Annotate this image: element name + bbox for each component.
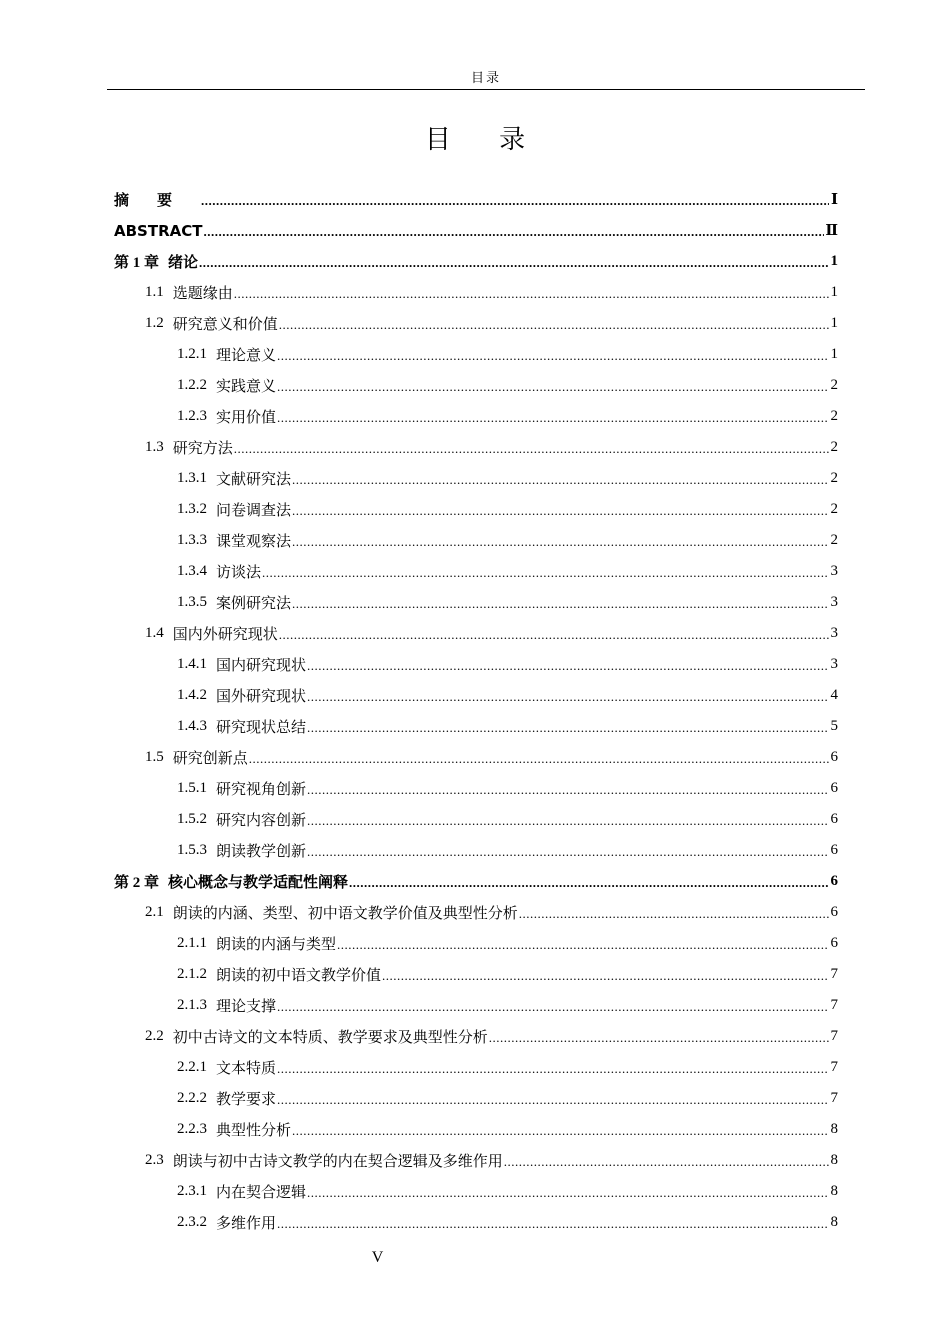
toc-entry-label (145, 1150, 503, 1171)
toc-entry[interactable] (114, 463, 838, 494)
toc-entry-number: 2.1.3 (177, 997, 207, 1013)
toc-entry-title: 问卷调查法 (216, 501, 292, 519)
toc-entry-label (145, 282, 233, 303)
toc-entry-label (145, 1026, 488, 1047)
toc-entry-title: 初中古诗文的文本特质、教学要求及典型性分析 (172, 1028, 488, 1046)
toc-entry-label (145, 902, 518, 923)
toc-entry-label (177, 809, 306, 830)
dot-leader (277, 1092, 829, 1107)
toc-entry[interactable] (114, 277, 838, 308)
toc-entry-number: 1.2 (145, 315, 164, 331)
toc-entry-title: 文献研究法 (216, 470, 292, 488)
toc-entry-number: 2.2.3 (177, 1121, 207, 1137)
toc-entry-title: 研究方法 (172, 439, 233, 457)
toc-entry-label (177, 530, 291, 551)
toc-entry-page: 7 (830, 997, 838, 1013)
toc-entry-number: 1.4.1 (177, 656, 207, 672)
toc-entry-title: 理论意义 (216, 346, 277, 364)
dot-leader (277, 999, 829, 1014)
toc-entry[interactable] (114, 1145, 838, 1176)
dot-leader (307, 1185, 829, 1200)
toc-entry-label (177, 499, 291, 520)
toc-entry[interactable] (114, 370, 838, 401)
dot-leader (504, 1154, 829, 1169)
toc-entry-title: 研究创新点 (172, 749, 248, 767)
toc-entry-page: 3 (830, 563, 838, 579)
toc-entry-title: 理论支撑 (216, 997, 277, 1015)
toc-entry-page: 5 (830, 718, 838, 734)
dot-leader (234, 441, 829, 456)
toc-entry[interactable] (114, 835, 838, 866)
toc-entry-page: 6 (830, 811, 838, 827)
dot-leader (519, 906, 829, 921)
toc-entry-label (177, 1057, 276, 1078)
dot-leader (292, 503, 829, 518)
toc-entry-title: 选题缘由 (172, 284, 233, 302)
toc-entry-number: 1.3.2 (177, 501, 207, 517)
toc-entry-label (177, 1119, 291, 1140)
dot-leader (307, 689, 829, 704)
toc-entry[interactable] (114, 246, 838, 277)
toc-entry-label (177, 375, 276, 396)
toc-entry-page: 6 (830, 842, 838, 858)
toc-entry-page: 8 (830, 1152, 838, 1168)
toc-entry-label (145, 437, 233, 458)
toc-entry-page: 2 (830, 470, 838, 486)
toc-entry-number: 1.3.1 (177, 470, 207, 486)
toc-entry-label (145, 747, 248, 768)
toc-entry-number: 1.2.1 (177, 346, 207, 362)
toc-entry-number: 1.2.3 (177, 408, 207, 424)
dot-leader (307, 720, 829, 735)
toc-entry[interactable] (114, 773, 838, 804)
toc-entry[interactable] (114, 742, 838, 773)
toc-entry-page: 8 (830, 1183, 838, 1199)
toc-entry-number: 1.5.1 (177, 780, 207, 796)
toc-entry-number: 1.3.3 (177, 532, 207, 548)
toc-entry-title: ABSTRACT (114, 221, 203, 240)
table-of-contents (114, 184, 838, 1238)
dot-leader (349, 875, 829, 890)
toc-entry[interactable] (114, 556, 838, 587)
dot-leader (199, 255, 829, 270)
toc-entry-page: 8 (830, 1214, 838, 1230)
toc-entry[interactable] (114, 804, 838, 835)
toc-entry-number: 1.3.4 (177, 563, 207, 579)
toc-entry[interactable] (114, 618, 838, 649)
toc-entry-title: 国内研究现状 (216, 656, 307, 674)
toc-entry[interactable] (114, 587, 838, 618)
dot-leader (489, 1030, 829, 1045)
toc-entry-title: 课堂观察法 (216, 532, 292, 550)
running-header: 目录 (107, 70, 865, 90)
toc-entry-title: 研究内容创新 (216, 811, 307, 829)
toc-entry-title: 访谈法 (216, 563, 262, 581)
dot-leader (201, 193, 829, 208)
toc-entry[interactable] (114, 866, 838, 897)
dot-leader (292, 596, 829, 611)
toc-entry-page: 6 (830, 749, 838, 765)
toc-entry[interactable] (114, 959, 838, 990)
toc-entry-title: 核心概念与教学适配性阐释 (168, 873, 349, 891)
toc-entry-page: 3 (830, 594, 838, 610)
toc-entry-label (177, 561, 261, 582)
toc-entry[interactable] (114, 1083, 838, 1114)
toc-entry-label (114, 189, 200, 210)
dot-leader (279, 627, 829, 642)
toc-entry-label (177, 840, 306, 861)
dot-leader (382, 968, 829, 983)
dot-leader (292, 1123, 829, 1138)
toc-entry-page: 7 (830, 1059, 838, 1075)
toc-entry-page: 2 (830, 501, 838, 517)
toc-entry-label (114, 251, 198, 272)
toc-entry-title: 国外研究现状 (216, 687, 307, 705)
toc-entry-page: 1 (830, 315, 838, 331)
toc-entry-page: 6 (830, 780, 838, 796)
toc-entry[interactable] (114, 1207, 838, 1238)
toc-entry-label (177, 995, 276, 1016)
toc-entry[interactable] (114, 1052, 838, 1083)
toc-entry-number: 1.4 (145, 625, 164, 641)
toc-entry-label (177, 1088, 276, 1109)
toc-entry-title: 研究意义和价值 (172, 315, 278, 333)
toc-entry-number: 2.1.2 (177, 966, 207, 982)
toc-entry-label (114, 871, 348, 892)
toc-entry-number: 第 1 章 (114, 255, 160, 271)
toc-entry[interactable] (114, 1114, 838, 1145)
toc-entry-page: 3 (830, 656, 838, 672)
toc-entry-page: 4 (830, 687, 838, 703)
toc-entry-page: 1 (830, 284, 838, 300)
toc-entry[interactable] (114, 1176, 838, 1207)
toc-entry[interactable] (114, 494, 838, 525)
toc-entry-title: 朗读与初中古诗文教学的内在契合逻辑及多维作用 (172, 1152, 503, 1170)
toc-entry-page: 6 (830, 935, 838, 951)
toc-entry-title: 摘要 (114, 191, 201, 209)
toc-entry-page: 1 (830, 253, 838, 269)
toc-entry[interactable] (114, 215, 838, 246)
dot-leader (277, 410, 829, 425)
dot-leader (277, 379, 829, 394)
toc-entry-page: 7 (830, 1090, 838, 1106)
toc-entry-number: 1.3.5 (177, 594, 207, 610)
toc-entry-number: 2.2.1 (177, 1059, 207, 1075)
toc-entry-label (114, 222, 202, 240)
toc-entry-title: 实用价值 (216, 408, 277, 426)
toc-entry-title: 国内外研究现状 (172, 625, 278, 643)
toc-entry-title: 朗读的内涵与类型 (216, 935, 337, 953)
toc-entry[interactable] (114, 401, 838, 432)
toc-entry-number: 2.3.2 (177, 1214, 207, 1230)
toc-entry-number: 1.4.3 (177, 718, 207, 734)
toc-entry-page: 7 (830, 966, 838, 982)
toc-entry[interactable] (114, 897, 838, 928)
dot-leader (279, 317, 829, 332)
toc-entry-title: 多维作用 (216, 1214, 277, 1232)
toc-entry-title: 案例研究法 (216, 594, 292, 612)
toc-entry[interactable] (114, 184, 838, 215)
dot-leader (307, 813, 829, 828)
toc-entry-number: 2.3.1 (177, 1183, 207, 1199)
toc-entry-number: 第 2 章 (114, 875, 160, 891)
toc-entry-label (177, 778, 306, 799)
dot-leader (234, 286, 829, 301)
toc-entry-label (145, 313, 278, 334)
dot-leader (277, 1061, 829, 1076)
toc-entry-label (177, 716, 306, 737)
toc-entry-page: 6 (830, 873, 838, 889)
toc-entry-label (177, 1212, 276, 1233)
toc-entry[interactable] (114, 1021, 838, 1052)
toc-entry-page: 2 (830, 532, 838, 548)
toc-entry[interactable] (114, 990, 838, 1021)
toc-entry-title: 朗读的内涵、类型、初中语文教学价值及典型性分析 (172, 904, 518, 922)
toc-entry[interactable] (114, 649, 838, 680)
dot-leader (277, 1216, 829, 1231)
toc-entry-title: 典型性分析 (216, 1121, 292, 1139)
dot-leader (249, 751, 829, 766)
toc-entry-number: 2.3 (145, 1152, 164, 1168)
dot-leader (277, 348, 829, 363)
toc-entry-page: 8 (830, 1121, 838, 1137)
toc-entry-label (177, 1181, 306, 1202)
toc-entry-title: 朗读教学创新 (216, 842, 307, 860)
dot-leader (292, 472, 829, 487)
toc-entry-title: 研究视角创新 (216, 780, 307, 798)
toc-entry-title: 研究现状总结 (216, 718, 307, 736)
toc-entry-page: 1 (830, 346, 838, 362)
toc-entry-label (177, 468, 291, 489)
dot-leader (307, 782, 829, 797)
toc-entry-number: 2.1 (145, 904, 164, 920)
page-number: V (371, 1249, 384, 1266)
dot-leader (292, 534, 829, 549)
dot-leader (337, 937, 829, 952)
toc-entry-page: 3 (830, 625, 838, 641)
toc-entry-label (177, 592, 291, 613)
toc-entry-label (177, 344, 276, 365)
toc-entry-label (177, 654, 306, 675)
page-title: 目 录 (424, 125, 546, 155)
dot-leader (307, 844, 829, 859)
toc-entry-number: 1.2.2 (177, 377, 207, 393)
dot-leader (307, 658, 829, 673)
dot-leader (203, 224, 824, 239)
toc-entry-label (177, 964, 381, 985)
toc-entry[interactable] (114, 339, 838, 370)
toc-entry[interactable] (114, 711, 838, 742)
toc-entry-number: 1.5.3 (177, 842, 207, 858)
toc-entry-number: 1.3 (145, 439, 164, 455)
toc-entry[interactable] (114, 432, 838, 463)
toc-entry-label (177, 933, 336, 954)
toc-entry-title: 内在契合逻辑 (216, 1183, 307, 1201)
toc-entry-title: 实践意义 (216, 377, 277, 395)
toc-entry-page: Ⅰ (830, 192, 838, 208)
toc-entry-page: 2 (830, 439, 838, 455)
toc-entry[interactable] (114, 525, 838, 556)
toc-entry-page: 6 (830, 904, 838, 920)
toc-entry-number: 2.2.2 (177, 1090, 207, 1106)
toc-entry-title: 朗读的初中语文教学价值 (216, 966, 382, 984)
toc-entry-number: 1.5 (145, 749, 164, 765)
toc-entry-number: 1.5.2 (177, 811, 207, 827)
toc-entry-number: 1.4.2 (177, 687, 207, 703)
toc-entry-page: 2 (830, 377, 838, 393)
toc-entry-page: 7 (830, 1028, 838, 1044)
toc-entry-page: Ⅱ (825, 223, 838, 239)
toc-entry-number: 2.2 (145, 1028, 164, 1044)
toc-entry-title: 文本特质 (216, 1059, 277, 1077)
dot-leader (262, 565, 829, 580)
toc-entry[interactable] (114, 308, 838, 339)
toc-entry-page: 2 (830, 408, 838, 424)
toc-entry-label (177, 406, 276, 427)
toc-entry[interactable] (114, 680, 838, 711)
toc-entry-number: 2.1.1 (177, 935, 207, 951)
toc-entry[interactable] (114, 928, 838, 959)
toc-entry-label (177, 685, 306, 706)
toc-entry-title: 教学要求 (216, 1090, 277, 1108)
toc-entry-title: 绪论 (168, 253, 199, 271)
toc-entry-number: 1.1 (145, 284, 164, 300)
toc-entry-label (145, 623, 278, 644)
